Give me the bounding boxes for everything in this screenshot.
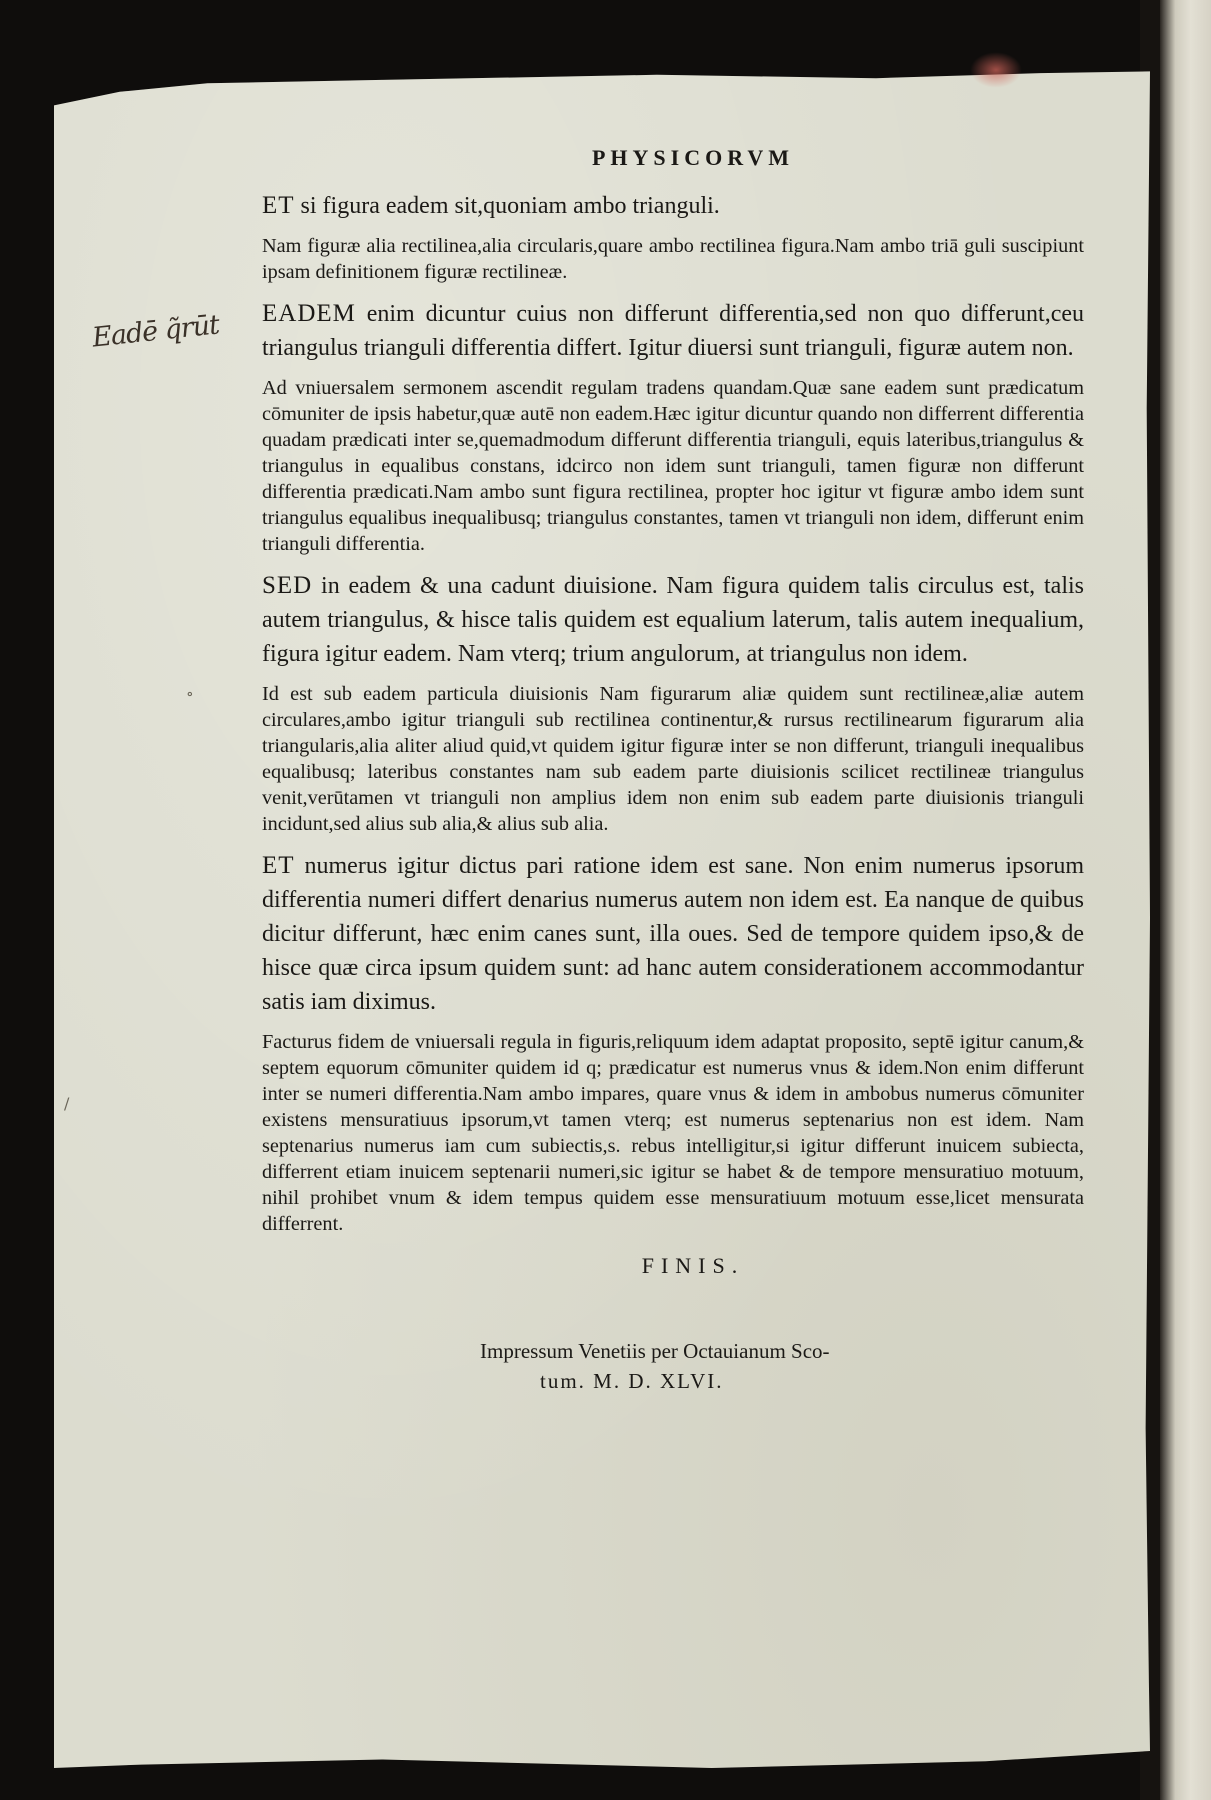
main-text	[262, 145, 1084, 1279]
lemma-paragraph	[262, 569, 1084, 671]
lemma-lead: SED	[262, 572, 313, 599]
lemma-text: in eadem & una cadunt diuisione. Nam figura quidem talis circulus est, talis autem triangulus, & hisce talis quidem est equalium laterum, talis autem inequalium, figura igitur eadem. Nam vterq; trium angulorum, at triangulus non idem.	[262, 573, 1084, 667]
margin-mark: ∘	[186, 684, 194, 703]
commentary-text: Nam figuræ alia rectilinea,alia circularis,quare ambo rectilinea figura.Nam ambo triā guli suscipiunt ipsam definitionem figuræ rectilineæ.	[262, 235, 1084, 283]
commentary-text: Ad vniuersalem sermonem ascendit regulam tradens quandam.Quæ sane eadem sunt prædicatum cōmuniter de ipsis habetur,quæ autē non eadem.Hæc igitur dicuntur quando non differrent differentia quadam prædicati inter se,quemadmodum differunt differentia trianguli, equis lateribus,triangulus & triangulus in equalibus constans, idcirco non idem sunt trianguli, tamen figuræ non differunt differentia prædicati.Nam ambo sunt figura rectilinea, propter hoc igitur vt figuræ ambo idem sunt triangulus equalibus inequalibusq; triangulus constantes, tamen vt trianguli non idem, differunt enim trianguli differentia.	[262, 377, 1084, 555]
lemma-paragraph	[262, 297, 1084, 365]
marginal-note: Eadē q̃rūt	[90, 309, 221, 354]
lemma-paragraph	[262, 189, 1084, 223]
next-page-edge	[1160, 0, 1211, 1800]
lemma-lead: ET	[262, 852, 295, 879]
commentary-paragraph	[262, 375, 1084, 557]
lemma-lead: EADEM	[262, 300, 356, 327]
red-stain	[970, 52, 1022, 88]
colophon-line-1: Impressum Venetiis per Octauianum Sco-	[480, 1339, 830, 1363]
commentary-text: Facturus fidem de vniuersali regula in figuris,reliquum idem adaptat proposito, septē igitur canum,& septem equorum cōmuniter quidem id q; prædicatur est numerus vnus & idem.Non enim differunt inter se numeri differentia.Nam ambo impares, quare vnus & idem in ambobus numerus cōmuniter existens mensuratiuus ipsorum,vt tamen vterq; est numerus septenarius non est idem. Nam septenarius numerus iam cum subiectis,s. rebus intelligitur,si igitur differunt inuicem subiecta, differrent etiam inuicem septenarii numeri,sic igitur se habet & de tempore mensuratiuo motuum, nihil prohibet vnum & idem tempus quidem esse mensuratiuum motuum esse,licet mensurata differrent.	[262, 1031, 1084, 1235]
lemma-lead: ET	[262, 192, 295, 219]
commentary-paragraph	[262, 233, 1084, 285]
finis-mark: FINIS.	[641, 1253, 745, 1278]
lemma-text: si figura eadem sit,quoniam ambo trianguli.	[294, 193, 720, 219]
lemma-text: enim dicuntur cuius non differunt differentia,sed non quo differunt,ceu triangulus trianguli differentia differt. Igitur diuersi sunt trianguli, figuræ autem non.	[262, 301, 1084, 361]
lemma-text: numerus igitur dictus pari ratione idem est sane. Non enim numerus ipsorum differentia numeri differt denarius numerus autem non idem est. Ea nanque de quibus dicitur differunt, hæc enim canes sunt, illa oues. Sed de tempore quidem ipso,& de hisce quæ circa ipsum quidem sunt: ad hanc autem considerationem accommodantur satis iam diximus.	[262, 853, 1084, 1015]
running-head: PHYSICORVM	[591, 145, 794, 170]
lemma-paragraph	[262, 849, 1084, 1019]
margin-mark: /	[64, 1094, 70, 1113]
colophon	[480, 1336, 880, 1396]
commentary-paragraph	[262, 1029, 1084, 1237]
commentary-paragraph	[262, 681, 1084, 837]
colophon-line-2: tum. M. D. XLVI.	[540, 1369, 724, 1393]
commentary-text: Id est sub eadem particula diuisionis Nam figurarum aliæ quidem sunt rectilineæ,aliæ autem circulares,ambo igitur trianguli sub rectilinea continentur,& rursus rectilinearum figurarum alia triangularis,alia aliter aliud quid,vt quidem igitur figuræ inter se non differunt, trianguli inequalibus equalibusq; lateribus constantes nam sub eadem parte diuisionis scilicet rectilineæ triangulus venit,verūtamen vt trianguli non amplius idem non enim sub eadem parte diuisionis trianguli incidunt,sed alius sub alia,& alius sub alia.	[262, 683, 1084, 835]
